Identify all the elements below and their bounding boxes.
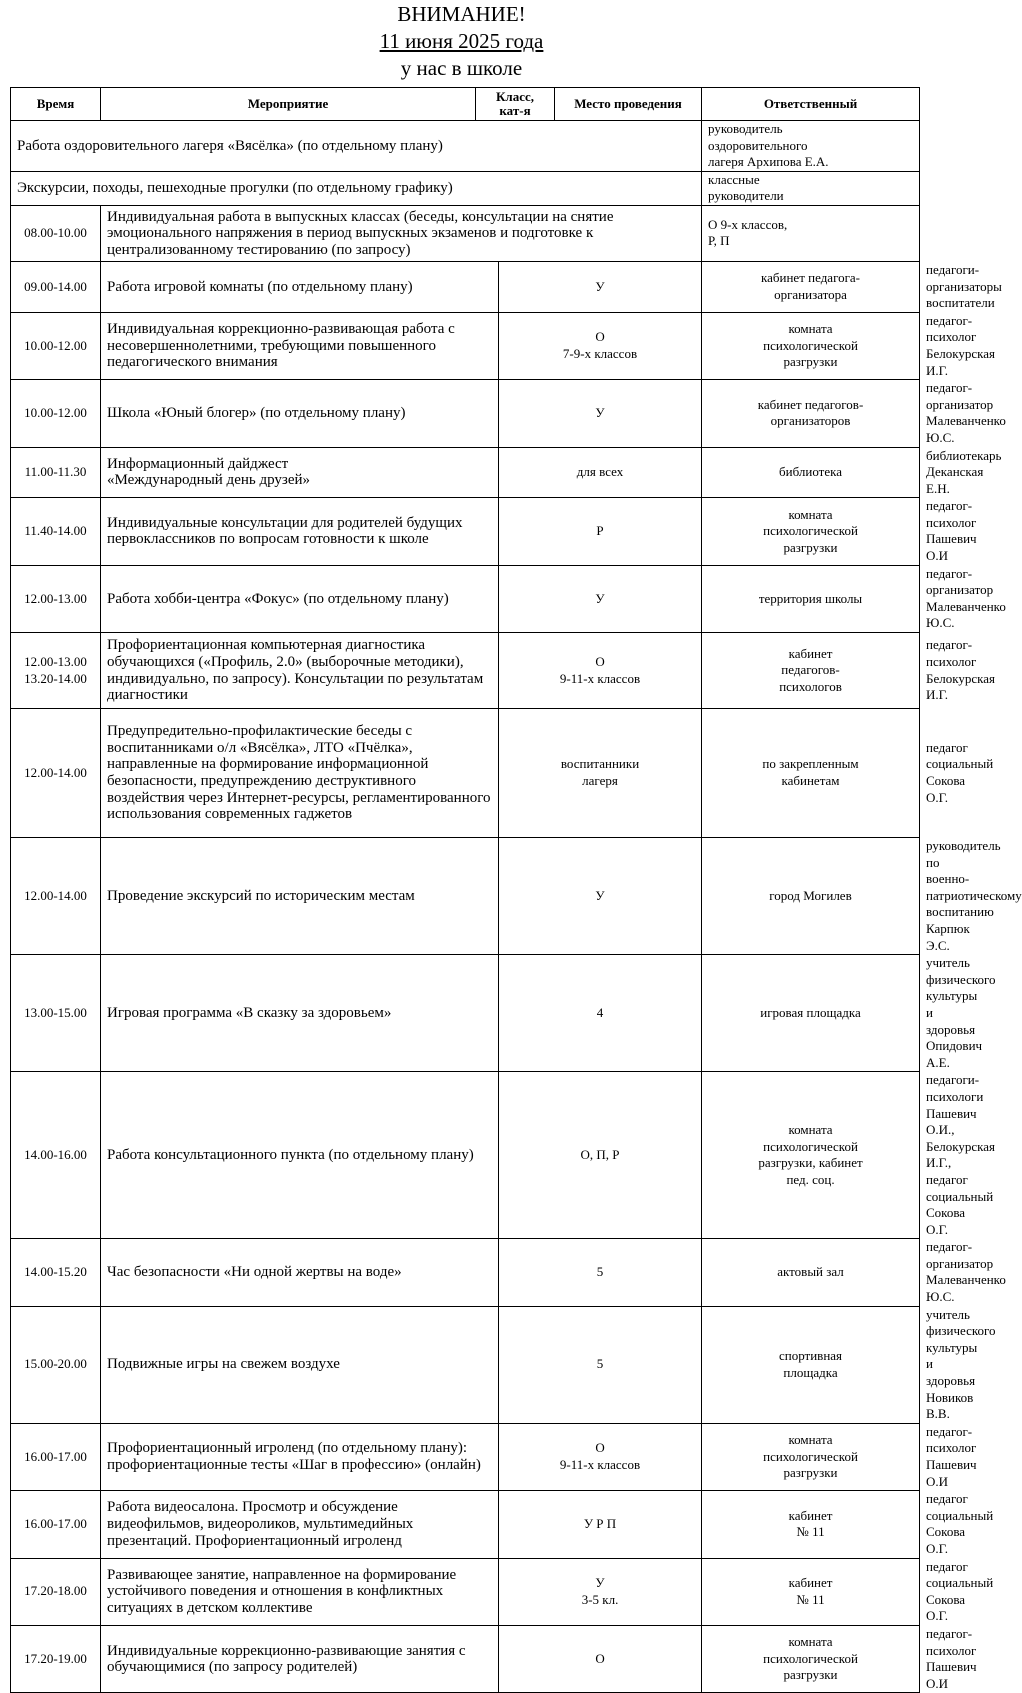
responsible-cell: О 9-х классов, Р, П [702, 205, 920, 261]
time-cell: 08.00-10.00 [11, 205, 101, 261]
table-row: 11.00-11.30 Информационный дайджест «Международный день друзей» для всех библиотека библиотекарь Деканская Е.Н. [11, 447, 920, 498]
table-row: 14.00-15.20 Час безопасности «Ни одной жертвы на воде» 5 актовый зал педагог-организатор Малеванченко Ю.С. [11, 1239, 920, 1306]
page-header [0, 0, 923, 82]
page-date: 11 июня 2025 года [379, 29, 544, 53]
time-cell: 11.40-14.00 [11, 498, 101, 565]
time-cell: 17.20-19.00 [11, 1625, 101, 1692]
place-cell: комната психологической разгрузки [702, 1625, 920, 1692]
place-cell: кабинет педагога- организатора [702, 261, 920, 312]
place-cell: актовый зал [702, 1239, 920, 1306]
event-cell: Работа видеосалона. Просмотр и обсуждение видеофильмов, видеороликов, мультимедийных презентаций. Профориентационный игроленд [101, 1491, 499, 1558]
event-cell: Подвижные игры на свежем воздухе [101, 1306, 499, 1423]
place-cell: комната психологической разгрузки, кабинет пед. соц. [702, 1072, 920, 1239]
table-row: 12.00-14.00 Проведение экскурсий по историческим местам У город Могилев руководитель по военно- патриотическому воспитанию Карпюк Э.С. [11, 838, 920, 955]
class-cell: 5 [499, 1239, 702, 1306]
class-cell: У [499, 261, 702, 312]
table-header-row [11, 88, 920, 121]
column-header-class: Класс, кат-я [476, 88, 555, 121]
table-row: 16.00-17.00 Работа видеосалона. Просмотр и обсуждение видеофильмов, видеороликов, мультимедийных презентаций. Профориентационный игроленд У Р П кабинет № 11 педагог социальный Сокова О.Г. [11, 1491, 920, 1558]
event-cell: Индивидуальные консультации для родителей будущих первоклассников по вопросам готовности к школе [101, 498, 499, 565]
event-cell: Работа игровой комнаты (по отдельному плану) [101, 261, 499, 312]
place-cell: комната психологической разгрузки [702, 312, 920, 379]
event-cell: Профориентационная компьютерная диагностика обучающихся («Профиль, 2.0» (выборочные методики), индивидуально, по запросу). Консультации по результатам диагностики [101, 633, 499, 709]
class-cell: У [499, 838, 702, 955]
schedule-table [10, 87, 1022, 1693]
event-cell: Профориентационный игроленд (по отдельному плану): профориентационные тесты «Шаг в профессию» (онлайн) [101, 1423, 499, 1490]
event-cell: Индивидуальные коррекционно-развивающие занятия с обучающимися (по запросу родителей) [101, 1625, 499, 1692]
table-row [11, 121, 920, 172]
place-cell: кабинет педагогов- организаторов [702, 380, 920, 447]
place-cell: библиотека [702, 447, 920, 498]
time-cell: 16.00-17.00 [11, 1491, 101, 1558]
event-cell: Индивидуальная работа в выпускных классах (беседы, консультации на снятие эмоционального напряжения в период выпускных экзаменов и подготовке к централизованному тестированию (по запросу) [101, 205, 702, 261]
time-cell: 12.00-13.00 [11, 565, 101, 632]
event-cell: Работа оздоровительного лагеря «Вясёлка» (по отдельному плану) [11, 121, 702, 172]
table-row: 11.40-14.00 Индивидуальные консультации для родителей будущих первоклассников по вопросам готовности к школе Р комната психологической разгрузки педагог-психолог Пашевич О.И [11, 498, 920, 565]
time-cell: 17.20-18.00 [11, 1558, 101, 1625]
place-cell: территория школы [702, 565, 920, 632]
time-cell: 12.00-14.00 [11, 838, 101, 955]
table-row [11, 171, 920, 205]
class-cell: воспитанники лагеря [499, 709, 702, 838]
place-cell: кабинет № 11 [702, 1558, 920, 1625]
place-cell: по закрепленным кабинетам [702, 709, 920, 838]
class-cell: У Р П [499, 1491, 702, 1558]
event-cell: Час безопасности «Ни одной жертвы на воде» [101, 1239, 499, 1306]
class-cell: У [499, 565, 702, 632]
class-cell: для всех [499, 447, 702, 498]
page-title: ВНИМАНИЕ! [397, 2, 526, 26]
column-header-time: Время [11, 88, 101, 121]
time-cell: 13.00-15.00 [11, 955, 101, 1072]
class-cell: О [499, 1625, 702, 1692]
time-cell: 10.00-12.00 [11, 312, 101, 379]
time-cell: 15.00-20.00 [11, 1306, 101, 1423]
place-cell: город Могилев [702, 838, 920, 955]
event-cell: Развивающее занятие, направленное на формирование устойчивого поведения и отношения в конфликтных ситуациях в детском коллективе [101, 1558, 499, 1625]
event-cell: Школа «Юный блогер» (по отдельному плану) [101, 380, 499, 447]
table-row: 12.00-13.00 Работа хобби-центра «Фокус» (по отдельному плану) У территория школы педагог-организатор Малеванченко Ю.С. [11, 565, 920, 632]
class-cell: О 9-11-х классов [499, 1423, 702, 1490]
table-row: 09.00-14.00 Работа игровой комнаты (по отдельному плану) У кабинет педагога- организатора педагоги- организаторы воспитатели [11, 261, 920, 312]
class-cell: О 9-11-х классов [499, 633, 702, 709]
column-header-place: Место проведения [555, 88, 702, 121]
event-cell: Экскурсии, походы, пешеходные прогулки (по отдельному графику) [11, 171, 702, 205]
place-cell: спортивная площадка [702, 1306, 920, 1423]
class-cell: О, П, Р [499, 1072, 702, 1239]
table-row: 16.00-17.00 Профориентационный игроленд (по отдельному плану): профориентационные тесты «Шаг в профессию» (онлайн) О 9-11-х классов комната психологической разгрузки педагог-психолог Пашевич О.И [11, 1423, 920, 1490]
event-cell: Информационный дайджест «Международный день друзей» [101, 447, 499, 498]
event-cell: Работа хобби-центра «Фокус» (по отдельному плану) [101, 565, 499, 632]
table-row: 12.00-13.00 13.20-14.00 Профориентационная компьютерная диагностика обучающихся («Профиль, 2.0» (выборочные методики), индивидуально, по запросу). Консультации по результатам диагностики О 9-11-х классов кабинет педагогов- психологов педагог-психолог Белокурская И.Г. [11, 633, 920, 709]
class-cell: У [499, 380, 702, 447]
time-cell: 14.00-15.20 [11, 1239, 101, 1306]
class-cell: У 3-5 кл. [499, 1558, 702, 1625]
time-cell: 16.00-17.00 [11, 1423, 101, 1490]
table-row: 13.00-15.00 Игровая программа «В сказку за здоровьем» 4 игровая площадка учитель физического культуры и здоровья Опидович А.Е. [11, 955, 920, 1072]
table-row: 15.00-20.00 Подвижные игры на свежем воздухе 5 спортивная площадка учитель физического культуры и здоровья Новиков В.В. [11, 1306, 920, 1423]
table-body [11, 121, 1022, 1693]
class-cell: 4 [499, 955, 702, 1072]
class-cell: 5 [499, 1306, 702, 1423]
place-cell: кабинет педагогов- психологов [702, 633, 920, 709]
time-cell: 10.00-12.00 [11, 380, 101, 447]
place-cell: комната психологической разгрузки [702, 1423, 920, 1490]
event-cell: Игровая программа «В сказку за здоровьем» [101, 955, 499, 1072]
column-header-event: Мероприятие [101, 88, 476, 121]
responsible-cell: классные руководители [702, 171, 920, 205]
time-cell: 11.00-11.30 [11, 447, 101, 498]
time-cell: 12.00-14.00 [11, 709, 101, 838]
table-row: 17.20-19.00 Индивидуальные коррекционно-развивающие занятия с обучающимися (по запросу родителей) О комната психологической разгрузки педагог-психолог Пашевич О.И [11, 1625, 920, 1692]
event-cell: Предупредительно-профилактические беседы с воспитанниками о/л «Вясёлка», ЛТО «Пчёлка», направленные на формирование информационной безопасности, предупреждению деструктивного воздействия через Интернет-ресурсы, регламентированного использования современных гаджетов [101, 709, 499, 838]
event-cell: Индивидуальная коррекционно-развивающая работа с несовершеннолетними, требующими повышенного педагогического внимания [101, 312, 499, 379]
event-cell: Работа консультационного пункта (по отдельному плану) [101, 1072, 499, 1239]
table-row: 14.00-16.00 Работа консультационного пункта (по отдельному плану) О, П, Р комната психологической разгрузки, кабинет пед. соц. педагоги-психологи Пашевич О.И., Белокурская И.Г., педагог социальный Сокова О.Г. [11, 1072, 920, 1239]
table-row: 10.00-12.00 Индивидуальная коррекционно-развивающая работа с несовершеннолетними, требующими повышенного педагогического внимания О 7-9-х классов комната психологической разгрузки педагог-психолог Белокурская И.Г. [11, 312, 920, 379]
place-cell: кабинет № 11 [702, 1491, 920, 1558]
responsible-cell: руководитель оздоровительного лагеря Архипова Е.А. [702, 121, 920, 172]
class-cell: О 7-9-х классов [499, 312, 702, 379]
time-cell: 09.00-14.00 [11, 261, 101, 312]
column-header-responsible: Ответственный [702, 88, 920, 121]
time-cell: 12.00-13.00 13.20-14.00 [11, 633, 101, 709]
page-subtitle: у нас в школе [400, 56, 523, 80]
table-row: 12.00-14.00 Предупредительно-профилактические беседы с воспитанниками о/л «Вясёлка», ЛТО «Пчёлка», направленные на формирование информационной безопасности, предупреждению деструктивного воздействия через Интернет-ресурсы, регламентированного использования современных гаджетов воспитанники лагеря по закрепленным кабинетам педагог социальный Сокова О.Г. [11, 709, 920, 838]
event-cell: Проведение экскурсий по историческим местам [101, 838, 499, 955]
table-row: 10.00-12.00 Школа «Юный блогер» (по отдельному плану) У кабинет педагогов- организаторов педагог-организатор Малеванченко Ю.С. [11, 380, 920, 447]
table-row [11, 205, 920, 261]
place-cell: комната психологической разгрузки [702, 498, 920, 565]
place-cell: игровая площадка [702, 955, 920, 1072]
class-cell: Р [499, 498, 702, 565]
table-row: 17.20-18.00 Развивающее занятие, направленное на формирование устойчивого поведения и отношения в конфликтных ситуациях в детском коллективе У 3-5 кл. кабинет № 11 педагог социальный Сокова О.Г. [11, 1558, 920, 1625]
time-cell: 14.00-16.00 [11, 1072, 101, 1239]
